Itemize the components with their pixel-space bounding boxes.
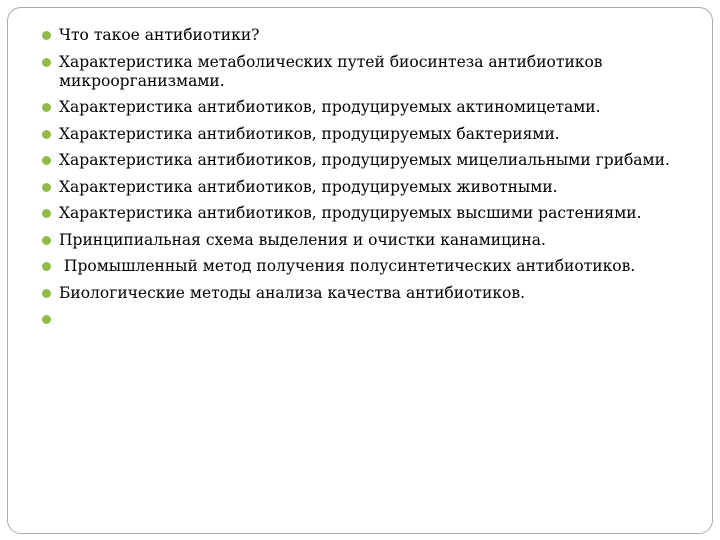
bullet-item [42, 178, 692, 197]
bullet-text: Характеристика антибиотиков, продуцируемых актиномицетами. [59, 98, 601, 116]
bullet-text: Характеристика антибиотиков, продуцируемых бактериями. [59, 124, 560, 143]
bullet-icon [42, 315, 51, 324]
bullet-item-empty [42, 310, 692, 329]
bullet-text: Промышленный метод получения полусинтетических антибиотиков. [59, 257, 636, 275]
bullet-item [42, 151, 692, 170]
bullet-item [42, 53, 692, 91]
bullet-text: Биологические методы анализа качества антибиотиков. [59, 283, 526, 302]
bullet-item [42, 26, 692, 45]
bullet-icon [42, 289, 51, 298]
bullet-text: Что такое антибиотики? [59, 26, 260, 44]
bullet-text: Принципиальная схема выделения и очистки канамицина. [59, 230, 546, 249]
bullet-text: Характеристика антибиотиков, продуцируемых мицелиальными грибами. [59, 151, 670, 169]
bullet-icon [42, 209, 51, 218]
bullet-text [59, 310, 64, 328]
bullet-icon [42, 183, 51, 192]
bullet-item [42, 231, 692, 250]
bullet-item [42, 204, 692, 223]
bullet-item [42, 257, 692, 276]
bullet-icon [42, 262, 51, 271]
bullet-icon [42, 236, 51, 245]
bullet-item [42, 98, 692, 117]
bullet-icon [42, 130, 51, 139]
bullet-item [42, 284, 692, 303]
bullet-icon [42, 103, 51, 112]
bullet-icon [42, 31, 51, 40]
bullet-text: Характеристика антибиотиков, продуцируемых животными. [59, 177, 558, 196]
bullet-item [42, 125, 692, 144]
bullet-text: Характеристика антибиотиков, продуцируемых высшими растениями. [59, 204, 642, 222]
bullet-icon [42, 156, 51, 165]
bullet-text: Характеристика метаболических путей биосинтеза антибиотиков микроорганизмами. [59, 52, 603, 90]
bullet-icon [42, 58, 51, 67]
bullet-list [42, 26, 692, 337]
